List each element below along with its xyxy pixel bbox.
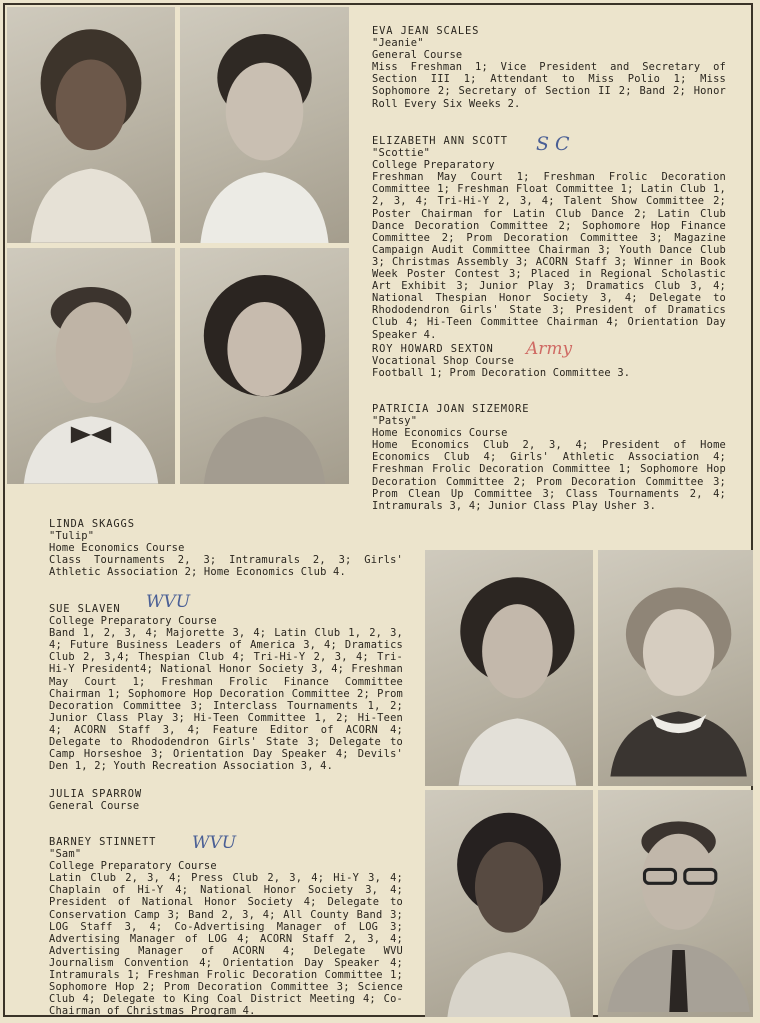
student-name: PATRICIA JOAN SIZEMORE bbox=[372, 403, 530, 415]
bio-linda-skaggs bbox=[49, 518, 403, 578]
student-activities: Freshman May Court 1; Freshman Frolic Decoration Committee 1; Freshman Float Committee 1; Latin Club 1, 2, 3, 4; Tri-Hi-Y 2, 3, 4; Talent Show Committee 2; Poster Chairman for Latin Club Dance 2; Latin Club Dance Decoration Committee 2; Sophomore Hop Finance Committee 2; Prom Decoration Committee 3; Magazine Campaign Audit Committee Chairman 3; Youth Dance Club 3; Christmas Assembly 3; ACORN Staff 3; Winner in Book Week Poster Contest 3; Placed in Regional Scholastic Art Exhibit 3; Junior Play 3; Dramatics Club 3, 4; National Thespian Honor Society 3, 4; Delegate to Rhododendron Girls' State 3; President of Dramatics Club 4; Hi-Teen Committee Chairman 4; Orientation Day Speaker 4. bbox=[372, 171, 726, 341]
student-activities: Miss Freshman 1; Vice President and Secretary of Section III 1; Attendant to Miss Polio 1; Miss Sophomore 2; Secretary of Section II 2; Band 2; Honor Roll Every Six Weeks 2. bbox=[372, 61, 726, 110]
student-nickname: "Jeanie" bbox=[372, 37, 424, 50]
student-name: BARNEY STINNETT bbox=[49, 836, 157, 848]
handwritten-note-sexton: Army bbox=[526, 339, 573, 359]
student-nickname: "Sam" bbox=[49, 848, 82, 861]
student-name: ROY HOWARD SEXTON bbox=[372, 343, 494, 355]
student-nickname: "Scottie" bbox=[372, 147, 431, 160]
student-activities: Football 1; Prom Decoration Committee 3. bbox=[372, 367, 631, 380]
portrait-linda-skaggs bbox=[425, 550, 593, 786]
student-name: EVA JEAN SCALES bbox=[372, 25, 480, 37]
portrait-sue-slaven bbox=[598, 550, 753, 786]
student-activities: Home Economics Club 2, 3, 4; President of Home Economics Club 4; Girls' Athletic Association 4; Freshman Frolic Decoration Committee 1; Sophomore Hop Decoration Committee 2; Prom Decoration Committee 3; Prom Clean Up Committee 3; Class Tournaments 2, 4; Intramurals 3, 4; Junior Class Play Usher 3. bbox=[372, 439, 726, 512]
student-name: ELIZABETH ANN SCOTT bbox=[372, 135, 508, 147]
student-course: General Course bbox=[372, 49, 463, 62]
student-name: SUE SLAVEN bbox=[49, 603, 121, 615]
bio-eva-jean-scales bbox=[372, 25, 726, 110]
student-nickname: "Tulip" bbox=[49, 530, 95, 543]
student-activities: Latin Club 2, 3, 4; Press Club 2, 3, 4; Hi-Y 3, 4; Chaplain of Hi-Y 4; National Honor Society 3, 4; President of National Honor Society 4; Delegate to Conservation Camp 3; Band 2, 3, 4; All County Band 3; LOG Staff 3, 4; Co-Advertising Manager of LOG 3; Advertising Manager of LOG 4; ACORN Staff 2, 3, 4; Advertising Manager of ACORN 4; Delegate WVU Journalism Convention 4; Orientation Day Speaker 4; Intramurals 1; Freshman Frolic Decoration Committee 1; Sophomore Hop 2; Prom Decoration Committee 3; Science Club 4; Delegate to King Coal District Meeting 4; Co-Chairman of Christmas Program 4. bbox=[49, 872, 403, 1018]
student-nickname: "Patsy" bbox=[372, 415, 418, 428]
portrait-barney-stinnett bbox=[598, 790, 753, 1017]
bio-patricia-joan-sizemore bbox=[372, 403, 726, 512]
bio-barney-stinnett bbox=[49, 836, 403, 1017]
student-name: LINDA SKAGGS bbox=[49, 518, 135, 530]
handwritten-note-scott: S C bbox=[536, 133, 570, 155]
student-activities: Band 1, 2, 3, 4; Majorette 3, 4; Latin Club 1, 2, 3, 4; Future Business Leaders of America 3, 4; Dramatics Club 2, 3,4; Thespian Club 4; Tri-Hi-Y 2, 3, 4; Tri-Hi-Y President4; National Honor Society 3, 4; Freshman May Court 1; Freshman Frolic Finance Committee Chairman 1; Sophomore Hop Decoration Committee 2; Prom Decoration Committee 3; Interclass Tournaments 1, 2; Junior Class Play 3; Hi-Teen Committee 1, 2; Hi-Teen 4; ACORN Staff 3, 4; Feature Editor of ACORN 4; Delegate to Rhododendron Girls' State 3; Delegate to Camp Horseshoe 3; Orientation Day Speaker 4; Devils' Den 1, 2; Youth Recreation Association 3, 4. bbox=[49, 627, 403, 773]
student-course: General Course bbox=[49, 800, 140, 813]
student-course: College Preparatory bbox=[372, 159, 495, 172]
student-course: Home Economics Course bbox=[372, 427, 508, 440]
student-activities: Class Tournaments 2, 3; Intramurals 2, 3; Girls' Athletic Association 2; Home Economics Club 4. bbox=[49, 554, 403, 579]
portrait-elizabeth-ann-scott bbox=[180, 7, 349, 243]
student-course: College Preparatory Course bbox=[49, 615, 217, 628]
bio-julia-sparrow bbox=[49, 788, 403, 812]
portrait-patricia-joan-sizemore bbox=[180, 248, 349, 484]
student-course: College Preparatory Course bbox=[49, 860, 217, 873]
student-name: JULIA SPARROW bbox=[49, 788, 143, 800]
portrait-julia-sparrow bbox=[425, 790, 593, 1017]
student-course: Vocational Shop Course bbox=[372, 355, 515, 368]
handwritten-note-stinnett: WVU bbox=[192, 833, 237, 853]
portrait-roy-howard-sexton bbox=[7, 248, 175, 484]
bio-sue-slaven bbox=[49, 603, 403, 772]
bio-elizabeth-ann-scott bbox=[372, 135, 726, 341]
student-course: Home Economics Course bbox=[49, 542, 185, 555]
portrait-eva-jean-scales bbox=[7, 7, 175, 243]
handwritten-note-slaven: WVU bbox=[146, 592, 191, 612]
